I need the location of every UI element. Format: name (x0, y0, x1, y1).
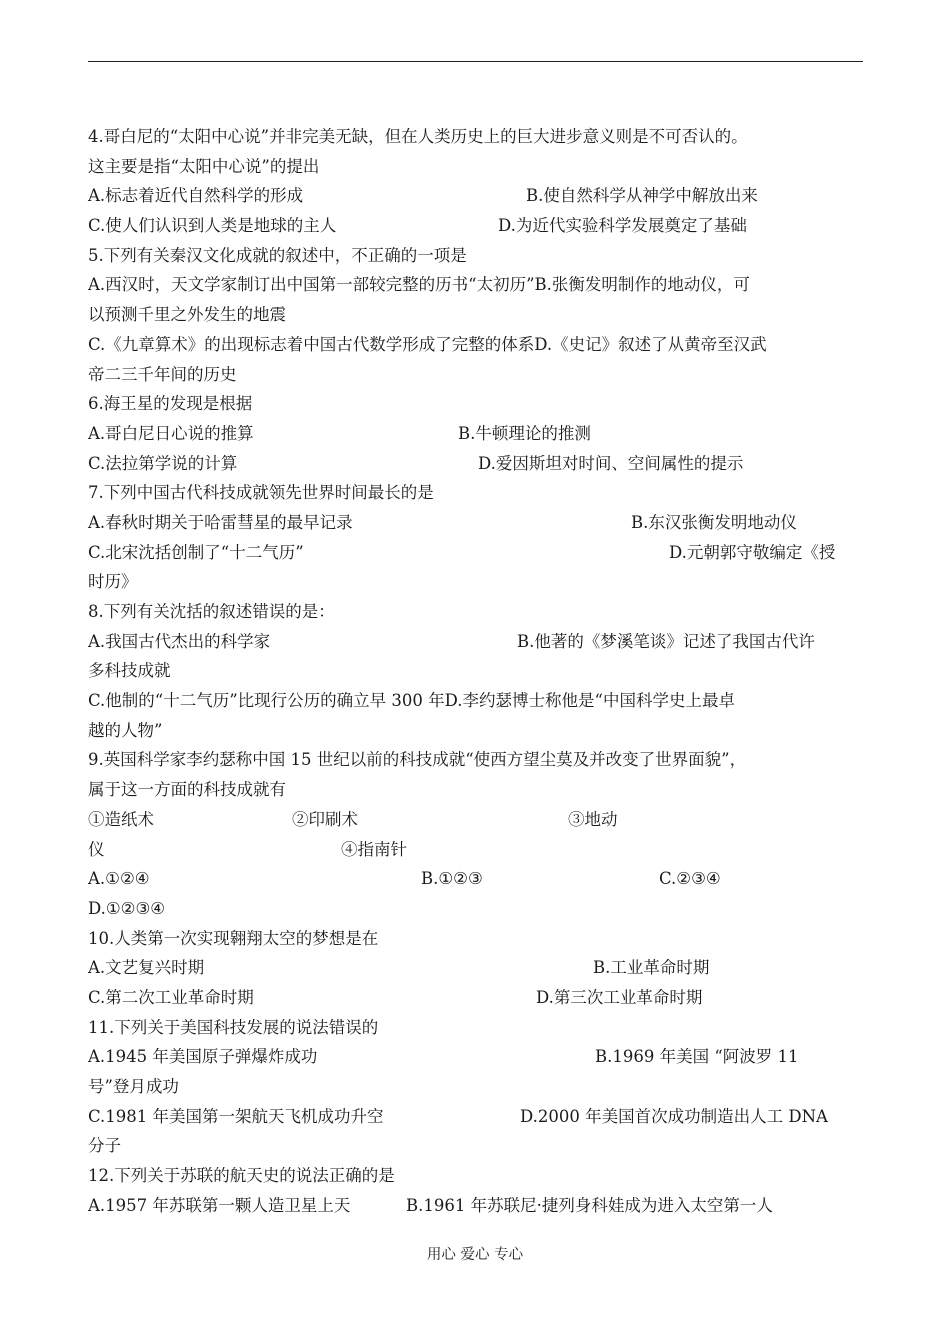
q7-options-ab (88, 508, 863, 538)
q11-option-d-cont: 分子 (88, 1136, 121, 1156)
q4-option-d: D.为近代实验科学发展奠定了基础 (498, 216, 747, 236)
q4-options-ab (88, 181, 863, 211)
q9-option-a: A.①②④ (88, 869, 150, 889)
q4-stem-line2 (88, 152, 863, 182)
header-rule (88, 61, 863, 62)
q5-options-ab-line1 (88, 270, 863, 300)
q10-options-cd (88, 983, 863, 1013)
q8-option-a: A.我国古代杰出的科学家 (88, 631, 271, 651)
q12-options-ab (88, 1191, 863, 1221)
q9-stem-line2 (88, 775, 863, 805)
q7-option-d: D.元朝郭守敬编定《授 (669, 542, 836, 562)
question-list (88, 122, 863, 1220)
q6-option-a: A.哥白尼日心说的推算 (88, 423, 254, 443)
q8-option-cd-text-cont: 越的人物” (88, 720, 163, 740)
q7-options-cd (88, 538, 863, 568)
q7-option-c: C.北宋沈括创制了“十二气历” (88, 542, 304, 562)
q11-option-b-cont: 号”登月成功 (88, 1077, 179, 1096)
q4-option-b: B.使自然科学从神学中解放出来 (526, 186, 758, 206)
q4-stem-text-cont: 这主要是指“太阳中心说”的提出 (88, 156, 320, 176)
q8-option-b-cont-line (88, 656, 863, 686)
q7-option-d-cont: 时历》 (88, 572, 138, 592)
q9-item-4: ④指南针 (341, 839, 407, 859)
q6-option-d: D.爱因斯坦对时间、空间属性的提示 (478, 453, 744, 473)
q7-option-b: B.东汉张衡发明地动仪 (631, 512, 797, 532)
q5-option-ab-text: A.西汉时，天文学家制订出中国第一部较完整的历书“太初历”B.张衡发明制作的地动仪，可 (88, 275, 750, 295)
q12-stem-text: 12.下列关于苏联的航天史的说法正确的是 (88, 1166, 395, 1186)
q11-option-b-cont-line (88, 1072, 863, 1102)
q5-options-ab-line2 (88, 300, 863, 330)
q9-items-row1 (88, 805, 863, 835)
q4-stem-line1 (88, 122, 863, 152)
q5-options-cd-line1 (88, 330, 863, 360)
q5-options-cd-line2 (88, 360, 863, 390)
q11-option-d-cont-line (88, 1131, 863, 1161)
q7-stem (88, 478, 863, 508)
q7-stem-text: 7.下列中国古代科技成就领先世界时间最长的是 (88, 483, 434, 503)
q11-option-d: D.2000 年美国首次成功制造出人工 DNA (520, 1106, 828, 1126)
q8-stem-text: 8.下列有关沈括的叙述错误的是： (88, 602, 335, 621)
q11-stem-text: 11.下列关于美国科技发展的说法错误的 (88, 1017, 379, 1037)
q9-stem-text-cont: 属于这一方面的科技成就有 (88, 780, 286, 800)
q8-options-cd-line2 (88, 716, 863, 746)
q5-option-cd-text: C.《九章算术》的出现标志着中国古代数学形成了完整的体系D.《史记》叙述了从黄帝至汉武 (88, 334, 767, 354)
q5-stem-text: 5.下列有关秦汉文化成就的叙述中，不正确的一项是 (88, 245, 467, 265)
q11-options-ab (88, 1042, 863, 1072)
q11-option-b: B.1969 年美国 “阿波罗 11 (595, 1047, 799, 1067)
q6-stem-text: 6.海王星的发现是根据 (88, 394, 253, 414)
q12-option-b: B.1961 年苏联尼·捷列身科娃成为进入太空第一人 (406, 1195, 773, 1215)
q7-option-a: A.春秋时期关于哈雷彗星的最早记录 (88, 512, 353, 532)
q5-option-cd-text-cont: 帝二三千年间的历史 (88, 364, 237, 384)
q10-option-b: B.工业革命时期 (593, 958, 710, 978)
q9-items-row2 (88, 835, 863, 865)
q10-option-c: C.第二次工业革命时期 (88, 987, 254, 1007)
page-footer: 用心 爱心 专心 (426, 1247, 524, 1263)
q9-options-abc (88, 864, 863, 894)
q5-option-ab-text-cont: 以预测千里之外发生的地震 (88, 305, 286, 325)
q8-option-b-cont: 多科技成就 (88, 661, 171, 681)
q11-stem (88, 1013, 863, 1043)
q9-item-3-cont: 仪 (88, 839, 105, 859)
q9-option-b: B.①②③ (421, 869, 483, 889)
q9-options-d (88, 894, 863, 924)
q8-option-b: B.他著的《梦溪笔谈》记述了我国古代许 (517, 631, 815, 651)
q4-stem-text: 4.哥白尼的“太阳中心说”并非完美无缺，但在人类历史上的巨大进步意义则是不可否认的。 (88, 127, 748, 146)
q9-item-2: ②印刷术 (292, 809, 358, 829)
q9-stem-line1 (88, 745, 863, 775)
q8-options-cd-line1 (88, 686, 863, 716)
q12-option-a: A.1957 年苏联第一颗人造卫星上天 (88, 1195, 351, 1215)
q6-options-cd (88, 449, 863, 479)
q9-item-3: ③地动 (568, 809, 618, 829)
q10-option-d: D.第三次工业革命时期 (536, 987, 703, 1007)
q6-stem (88, 389, 863, 419)
q5-stem (88, 241, 863, 271)
q10-option-a: A.文艺复兴时期 (88, 958, 205, 978)
q8-options-ab (88, 627, 863, 657)
q9-item-1: ①造纸术 (88, 809, 154, 829)
q9-stem-text: 9.英国科学家李约瑟称中国 15 世纪以前的科技成就“使西方望尘莫及并改变了世界面貌”， (88, 750, 747, 770)
q9-option-d: D.①②③④ (88, 898, 166, 918)
q6-option-c: C.法拉第学说的计算 (88, 453, 238, 473)
q7-option-d-cont-line (88, 567, 863, 597)
q9-option-c: C.②③④ (659, 869, 721, 889)
q4-option-c: C.使人们认识到人类是地球的主人 (88, 216, 337, 236)
q6-options-ab (88, 419, 863, 449)
q10-stem-text: 10.人类第一次实现翱翔太空的梦想是在 (88, 928, 379, 948)
q6-option-b: B.牛顿理论的推测 (458, 423, 591, 443)
q10-options-ab (88, 953, 863, 983)
q4-option-a: A.标志着近代自然科学的形成 (88, 186, 304, 206)
q11-option-c: C.1981 年美国第一架航天飞机成功升空 (88, 1106, 384, 1126)
q8-stem (88, 597, 863, 627)
q11-options-cd (88, 1102, 863, 1132)
q11-option-a: A.1945 年美国原子弹爆炸成功 (88, 1047, 318, 1067)
q10-stem (88, 924, 863, 954)
q4-options-cd (88, 211, 863, 241)
q12-stem (88, 1161, 863, 1191)
q8-option-cd-text: C.他制的“十二气历”比现行公历的确立早 300 年D.李约瑟博士称他是“中国科学史上最卓 (88, 691, 735, 711)
